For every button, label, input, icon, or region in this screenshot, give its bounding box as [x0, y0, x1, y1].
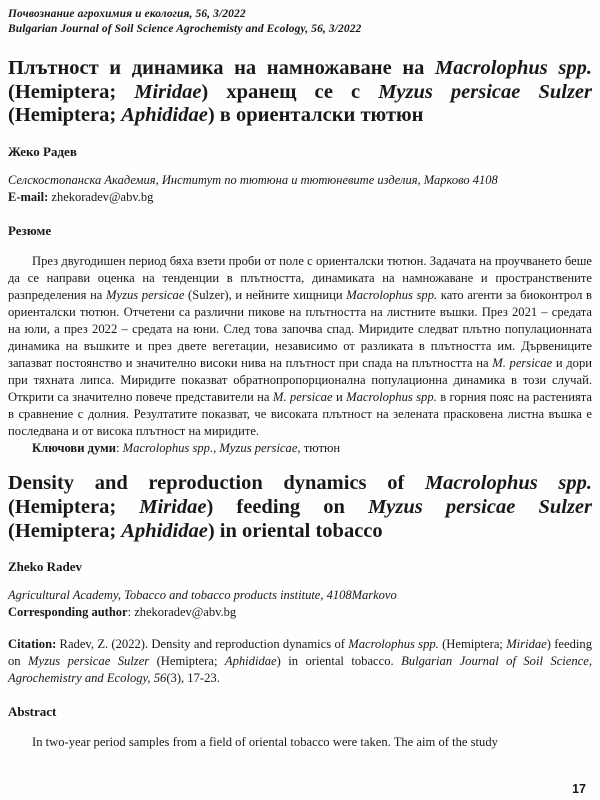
- journal-header: [8, 7, 592, 36]
- journal-name-bulgarian: Почвознание агрохимия и екология, 56, 3/2022: [8, 8, 246, 20]
- citation-paragraph: Citation: Radev, Z. (2022). Density and reproduction dynamics of Macrolophus spp. (Hemiptera; Miridae) feeding on Myzus persicae Sulzer (Hemiptera; Aphididae) in oriental tobacco. Bulgarian Journal of Soil Science, Agrochemistry and Ecology, 56(3), 17-23.: [8, 636, 592, 685]
- paper-title-english: Density and reproduction dynamics of Macrolophus spp. (Hemiptera; Miridae) feeding on Myzus persicae Sulzer (Hemiptera; Aphididae) in oriental tobacco: [8, 471, 592, 542]
- keywords-line-bulgarian: Ключови думи: Macrolophus spp., Myzus persicae, тютюн: [32, 440, 341, 455]
- paper-title-bulgarian: Плътност и динамика на намножаване на Macrolophus spp. (Hemiptera; Miridae) хранещ се с Myzus persicae Sulzer (Hemiptera; Aphididae) в ориенталски тютюн: [8, 57, 593, 126]
- abstract-text-english: In two-year period samples from a field of oriental tobacco were taken. The aim of the study: [32, 734, 498, 749]
- abstract-text-bulgarian: През двугодишен период бяха взети проби от поле с ориенталски тютюн. Задачата на проучването беше да се направи оценка на тенденции в плътността, динамиката на намножаване и пространствените разпределения на Myzus persicae (Sulzer), и нейните хищници Macrolophus spp. като агенти за биоконтрол в ориенталски тютюн. Отчетени са различни пикове на плътността на листните въшки. През 2021 – средата на юли, а през 2022 – средата на юни. След това започва спад. Миридите следват плътно популационната динамика на въшките и през двете вегетации, независимо от разликата в плътността им. Дървениците запазват постоянство и значително високи нива на плътност при спада на плътността на M. persicae и дори при тяхната липса. Миридите показват обратнопропорционална популационна динамика в този случай. Открити са значително повече представители на M. persicae и Macrolophus spp. в горния пояс на растенията в сравнение с долния. Резултатите показват, че високата плътност на зелената прасковена листна въшка е последвана и от висока плътност на миридите.: [8, 253, 592, 438]
- affiliation-bulgarian: Селскостопанска Академия, Институт по тютюна и тютюневите изделия, Марково 4108: [8, 172, 498, 187]
- affiliation-english: Agricultural Academy, Tobacco and tobacco products institute, 4108Markovo: [8, 587, 397, 602]
- page-number: 17: [572, 782, 586, 796]
- corresponding-author-line: Corresponding author: zhekoradev@abv.bg: [8, 604, 237, 619]
- author-name-bulgarian: Жеко Радев: [8, 143, 77, 159]
- affiliation-block-bulgarian: [8, 172, 592, 206]
- email-line: E-mail: zhekoradev@abv.bg: [8, 189, 154, 204]
- author-name-english: Zheko Radev: [8, 558, 83, 574]
- affiliation-block-english: [8, 587, 592, 621]
- journal-name-english: Bulgarian Journal of Soil Science Agrochemisty and Ecology, 56, 3/2022: [8, 22, 362, 35]
- abstract-heading-english: Abstract: [8, 703, 57, 719]
- abstract-heading-bulgarian: Резюме: [8, 222, 52, 238]
